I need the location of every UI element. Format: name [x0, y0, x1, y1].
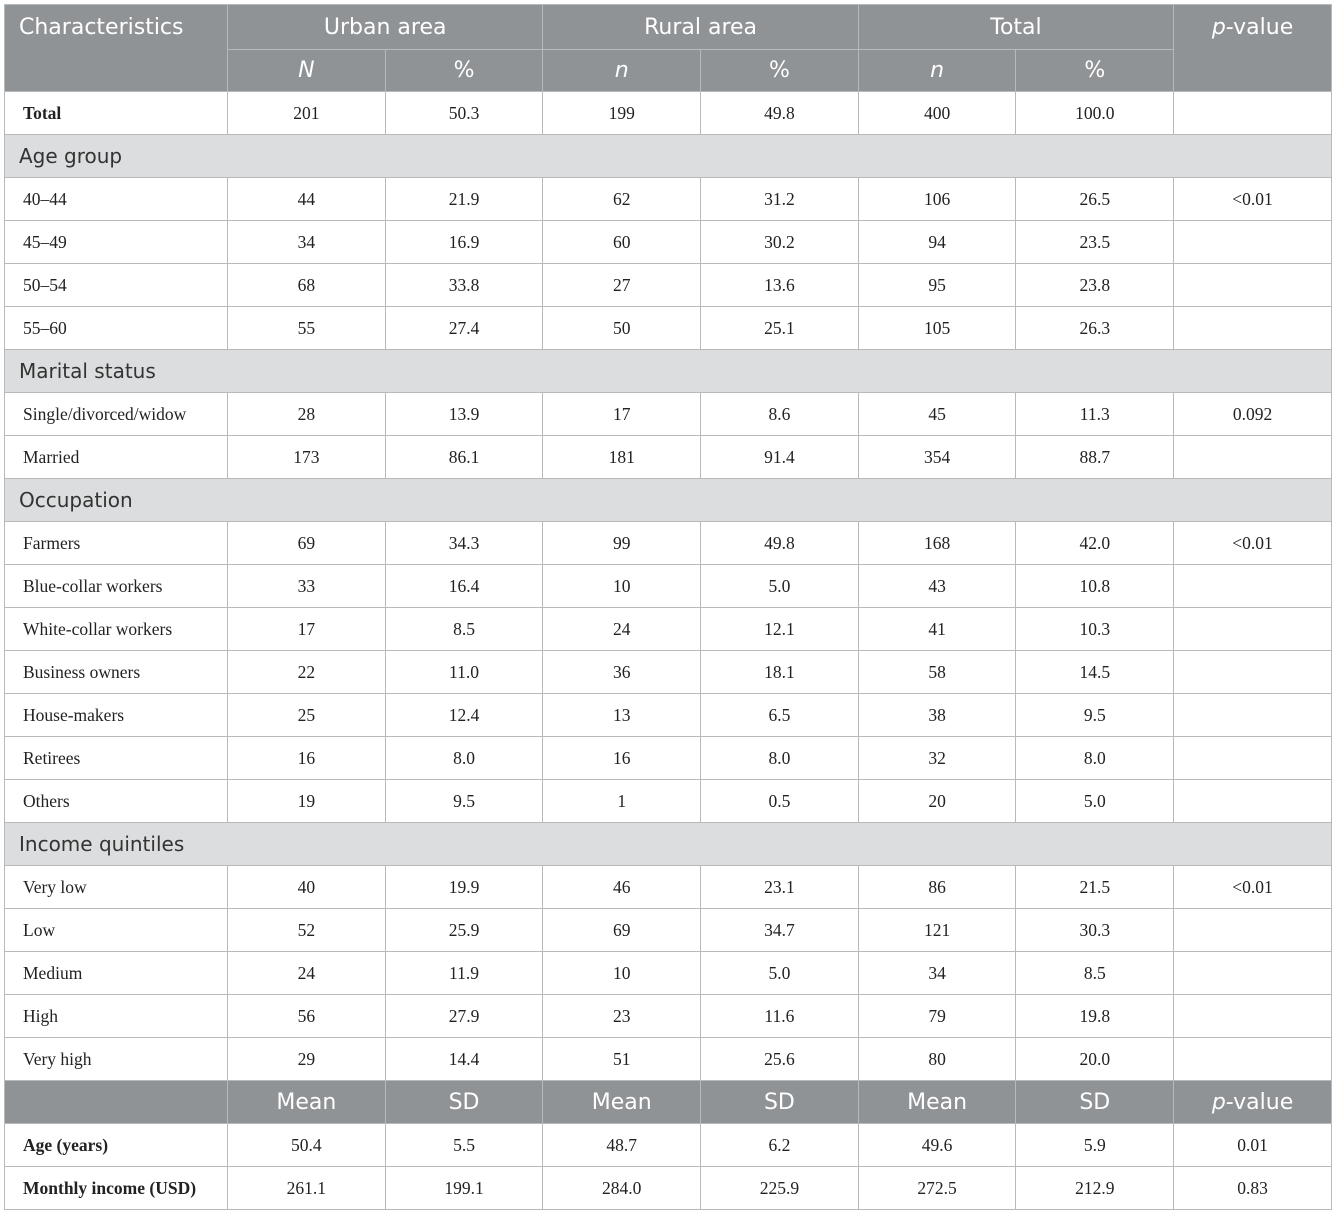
table-cell: 31.2	[701, 178, 859, 221]
row-label: House-makers	[5, 694, 228, 737]
header-urban-area: Urban area	[228, 5, 543, 50]
sub-header-mean: Mean	[858, 1081, 1016, 1124]
table-cell: 21.5	[1016, 866, 1174, 909]
table-cell: 10	[543, 565, 701, 608]
table-cell	[1174, 1038, 1332, 1081]
sub-header-sd: SD	[385, 1081, 543, 1124]
table-cell: 22	[228, 651, 386, 694]
table-cell: 9.5	[385, 780, 543, 823]
row-label: 50–54	[5, 264, 228, 307]
table-cell: 8.5	[385, 608, 543, 651]
table-cell: 33.8	[385, 264, 543, 307]
table-row	[5, 608, 1332, 651]
table-cell	[1174, 909, 1332, 952]
table-cell: 23.5	[1016, 221, 1174, 264]
table-cell: 13.6	[701, 264, 859, 307]
table-cell: 8.0	[385, 737, 543, 780]
table-cell: 28	[228, 393, 386, 436]
table-cell: 23	[543, 995, 701, 1038]
table-row	[5, 436, 1332, 479]
table-cell: 199	[543, 92, 701, 135]
table-cell: 95	[858, 264, 1016, 307]
sub-header-p-letter: p	[1211, 1089, 1226, 1115]
row-label: High	[5, 995, 228, 1038]
table-cell: 0.83	[1174, 1167, 1332, 1210]
row-label: Blue-collar workers	[5, 565, 228, 608]
table-cell	[1174, 221, 1332, 264]
table-cell: 34.3	[385, 522, 543, 565]
table-cell: 201	[228, 92, 386, 135]
row-label: Farmers	[5, 522, 228, 565]
table-cell: 32	[858, 737, 1016, 780]
table-cell: 8.0	[701, 737, 859, 780]
table-row-total	[5, 92, 1332, 135]
table-cell: 168	[858, 522, 1016, 565]
table-cell: 5.5	[385, 1124, 543, 1167]
table-cell: 5.0	[1016, 780, 1174, 823]
table-row	[5, 178, 1332, 221]
table-cell: 20	[858, 780, 1016, 823]
section-header-row	[5, 350, 1332, 393]
section-header-row	[5, 479, 1332, 522]
table-cell: 86	[858, 866, 1016, 909]
table-cell: 212.9	[1016, 1167, 1174, 1210]
table-cell: 86.1	[385, 436, 543, 479]
header-urban-pct: %	[385, 50, 543, 92]
table-cell	[1174, 780, 1332, 823]
table-cell: 121	[858, 909, 1016, 952]
row-label: Medium	[5, 952, 228, 995]
table-row	[5, 1124, 1332, 1167]
table-cell: 173	[228, 436, 386, 479]
table-row	[5, 952, 1332, 995]
table-cell: 272.5	[858, 1167, 1016, 1210]
table-cell: 13.9	[385, 393, 543, 436]
table-cell: 8.5	[1016, 952, 1174, 995]
table-cell: 27	[543, 264, 701, 307]
header-total-pct: %	[1016, 50, 1174, 92]
table-cell: 17	[543, 393, 701, 436]
table-cell: 91.4	[701, 436, 859, 479]
table-cell: 11.3	[1016, 393, 1174, 436]
table-row	[5, 780, 1332, 823]
table-cell: <0.01	[1174, 178, 1332, 221]
table-cell: 48.7	[543, 1124, 701, 1167]
table-cell: 10.3	[1016, 608, 1174, 651]
table-row	[5, 393, 1332, 436]
table-cell: 8.6	[701, 393, 859, 436]
table-cell: 99	[543, 522, 701, 565]
table-cell: 106	[858, 178, 1016, 221]
table-cell: 29	[228, 1038, 386, 1081]
table-cell	[1174, 264, 1332, 307]
row-label: Retirees	[5, 737, 228, 780]
row-label: Married	[5, 436, 228, 479]
table-cell: 12.1	[701, 608, 859, 651]
table-cell: 23.1	[701, 866, 859, 909]
table-cell: 80	[858, 1038, 1016, 1081]
table-cell: 88.7	[1016, 436, 1174, 479]
table-cell: 43	[858, 565, 1016, 608]
table-cell: 0.5	[701, 780, 859, 823]
row-label: 45–49	[5, 221, 228, 264]
table-cell	[1174, 565, 1332, 608]
table-cell: 100.0	[1016, 92, 1174, 135]
table-row	[5, 995, 1332, 1038]
row-label: Single/divorced/widow	[5, 393, 228, 436]
table-cell	[1174, 995, 1332, 1038]
table-cell: 20.0	[1016, 1038, 1174, 1081]
table-cell: 34.7	[701, 909, 859, 952]
table-row	[5, 307, 1332, 350]
table-cell: 181	[543, 436, 701, 479]
sub-header-mean: Mean	[228, 1081, 386, 1124]
table-cell: 38	[858, 694, 1016, 737]
table-cell: 69	[228, 522, 386, 565]
section-header-row	[5, 823, 1332, 866]
table-cell: 14.5	[1016, 651, 1174, 694]
table-cell: 0.01	[1174, 1124, 1332, 1167]
header-total-n: n	[858, 50, 1016, 92]
table-row	[5, 1038, 1332, 1081]
table-cell: 26.3	[1016, 307, 1174, 350]
header-p-value	[1174, 5, 1332, 92]
table-cell	[1174, 952, 1332, 995]
table-cell: 94	[858, 221, 1016, 264]
table-cell: 36	[543, 651, 701, 694]
table-cell: 10.8	[1016, 565, 1174, 608]
section-header-row	[5, 135, 1332, 178]
table-cell: 284.0	[543, 1167, 701, 1210]
table-cell: 354	[858, 436, 1016, 479]
row-label: 55–60	[5, 307, 228, 350]
table-cell: <0.01	[1174, 866, 1332, 909]
table-cell: 49.6	[858, 1124, 1016, 1167]
row-label: Total	[5, 92, 228, 135]
table-cell: 5.0	[701, 565, 859, 608]
sub-header-sd: SD	[1016, 1081, 1174, 1124]
table-cell: 261.1	[228, 1167, 386, 1210]
table-row	[5, 651, 1332, 694]
table-row	[5, 737, 1332, 780]
table-cell: 34	[858, 952, 1016, 995]
table-row	[5, 1167, 1332, 1210]
table-cell: 27.9	[385, 995, 543, 1038]
table-cell: 16.9	[385, 221, 543, 264]
table-row	[5, 866, 1332, 909]
table-cell: 400	[858, 92, 1016, 135]
table-cell: 19	[228, 780, 386, 823]
table-cell: 8.0	[1016, 737, 1174, 780]
table-cell: 46	[543, 866, 701, 909]
table-row	[5, 694, 1332, 737]
table-cell	[1174, 651, 1332, 694]
sub-header-p-value	[1174, 1081, 1332, 1124]
table-cell: 16	[228, 737, 386, 780]
sub-header-row	[5, 1081, 1332, 1124]
table-cell: 25.9	[385, 909, 543, 952]
section-title: Income quintiles	[5, 823, 1332, 866]
table-cell: 68	[228, 264, 386, 307]
table-cell: 225.9	[701, 1167, 859, 1210]
table-cell: 11.0	[385, 651, 543, 694]
table-cell: 5.0	[701, 952, 859, 995]
table-cell: 24	[543, 608, 701, 651]
table-row	[5, 522, 1332, 565]
table-cell	[1174, 608, 1332, 651]
table-cell: 33	[228, 565, 386, 608]
table-cell: 19.8	[1016, 995, 1174, 1038]
table-cell: 14.4	[385, 1038, 543, 1081]
table-cell: 56	[228, 995, 386, 1038]
section-title: Occupation	[5, 479, 1332, 522]
section-title: Age group	[5, 135, 1332, 178]
row-label: Business owners	[5, 651, 228, 694]
table-cell: 6.2	[701, 1124, 859, 1167]
row-label: Low	[5, 909, 228, 952]
row-label: Monthly income (USD)	[5, 1167, 228, 1210]
table-cell: 12.4	[385, 694, 543, 737]
table-body	[5, 92, 1332, 1210]
table-cell: 199.1	[385, 1167, 543, 1210]
table-cell: 24	[228, 952, 386, 995]
header-characteristics: Characteristics	[5, 5, 228, 92]
table-cell: 25	[228, 694, 386, 737]
table-cell: 45	[858, 393, 1016, 436]
table-cell: 10	[543, 952, 701, 995]
row-label: Very low	[5, 866, 228, 909]
table-cell: 42.0	[1016, 522, 1174, 565]
table-cell	[1174, 694, 1332, 737]
row-label: Age (years)	[5, 1124, 228, 1167]
table-cell: 26.5	[1016, 178, 1174, 221]
table-cell: 52	[228, 909, 386, 952]
table-cell: 11.9	[385, 952, 543, 995]
header-rural-n: n	[543, 50, 701, 92]
table-cell: 30.3	[1016, 909, 1174, 952]
sub-header-p-suffix: -value	[1225, 1089, 1294, 1115]
header-p-letter: p	[1211, 15, 1226, 40]
section-title: Marital status	[5, 350, 1332, 393]
table-cell: 60	[543, 221, 701, 264]
table-cell	[1174, 436, 1332, 479]
header-p-suffix: -value	[1225, 15, 1294, 40]
header-row-1	[5, 5, 1332, 50]
table-row	[5, 221, 1332, 264]
demographics-table	[4, 4, 1332, 1210]
table-cell: 17	[228, 608, 386, 651]
table-cell: 13	[543, 694, 701, 737]
table-cell: 5.9	[1016, 1124, 1174, 1167]
table-row	[5, 264, 1332, 307]
header-total: Total	[858, 5, 1173, 50]
table-cell: 25.1	[701, 307, 859, 350]
table-cell: 41	[858, 608, 1016, 651]
row-label: 40–44	[5, 178, 228, 221]
table-cell: 49.8	[701, 522, 859, 565]
sub-header-blank	[5, 1081, 228, 1124]
table-cell: 79	[858, 995, 1016, 1038]
table-cell: 11.6	[701, 995, 859, 1038]
table-cell: 40	[228, 866, 386, 909]
table-cell	[1174, 307, 1332, 350]
header-rural-area: Rural area	[543, 5, 858, 50]
table-cell: 30.2	[701, 221, 859, 264]
sub-header-mean: Mean	[543, 1081, 701, 1124]
row-label: Others	[5, 780, 228, 823]
table-row	[5, 909, 1332, 952]
table-cell: 62	[543, 178, 701, 221]
table-cell: 16	[543, 737, 701, 780]
table-cell: 34	[228, 221, 386, 264]
header-urban-n: N	[228, 50, 386, 92]
table-cell: <0.01	[1174, 522, 1332, 565]
table-cell: 50.4	[228, 1124, 386, 1167]
table-cell: 16.4	[385, 565, 543, 608]
table-cell: 25.6	[701, 1038, 859, 1081]
table-cell: 105	[858, 307, 1016, 350]
table-cell: 19.9	[385, 866, 543, 909]
table-cell: 27.4	[385, 307, 543, 350]
table-row	[5, 565, 1332, 608]
table-cell: 1	[543, 780, 701, 823]
table-cell: 23.8	[1016, 264, 1174, 307]
row-label: Very high	[5, 1038, 228, 1081]
table-cell: 18.1	[701, 651, 859, 694]
sub-header-sd: SD	[701, 1081, 859, 1124]
table-cell: 55	[228, 307, 386, 350]
header-rural-pct: %	[701, 50, 859, 92]
table-cell: 44	[228, 178, 386, 221]
table-cell	[1174, 737, 1332, 780]
table-cell: 49.8	[701, 92, 859, 135]
table-cell: 69	[543, 909, 701, 952]
table-cell: 6.5	[701, 694, 859, 737]
table-cell: 21.9	[385, 178, 543, 221]
table-cell: 0.092	[1174, 393, 1332, 436]
row-label: White-collar workers	[5, 608, 228, 651]
table-cell: 58	[858, 651, 1016, 694]
table-cell: 9.5	[1016, 694, 1174, 737]
table-cell: 51	[543, 1038, 701, 1081]
table-cell	[1174, 92, 1332, 135]
table-cell: 50	[543, 307, 701, 350]
table-cell: 50.3	[385, 92, 543, 135]
